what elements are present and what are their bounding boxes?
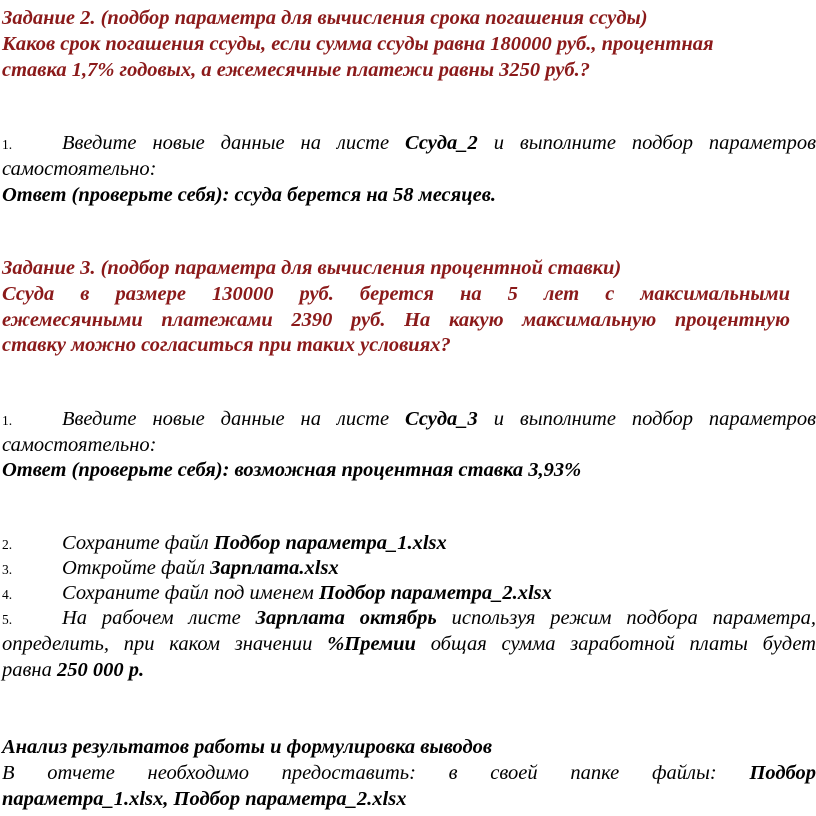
step-3 <box>2 554 816 582</box>
task3-step1-post: и выполните подбор параметров <box>493 408 816 430</box>
step-5-field-name: %Премии <box>327 633 416 655</box>
step-5-l2-post: общая сумма заработной платы будет <box>430 633 816 655</box>
task3-step1-line1 <box>2 405 816 433</box>
step-3-filename: Зарплата.xlsx <box>210 557 339 579</box>
step-4-number: 4. <box>2 587 13 602</box>
step-5-number: 5. <box>2 612 13 627</box>
task2-step1-pre: Введите новые данные на листе <box>62 132 390 154</box>
task2-question-line1: Каков срок погашения ссуды, если сумма ссуды равна 180000 руб., процентная <box>2 33 714 55</box>
task3-question-line2: ежемесячными платежами 2390 руб. На какую максимальную процентную <box>2 309 790 331</box>
analysis-line1-text: В отчете необходимо предоставить: в своей папке файлы: <box>2 762 717 784</box>
analysis-line1 <box>2 759 816 787</box>
task2-answer: Ответ (проверьте себя): ссуда берется на 58 месяцев. <box>2 184 497 206</box>
analysis-heading: Анализ результатов работы и формулировка выводов <box>2 736 493 758</box>
step-4-filename: Подбор параметра_2.xlsx <box>318 582 552 604</box>
task3-step1-pre: Введите новые данные на листе <box>62 408 390 430</box>
analysis-line2: параметра_1.xlsx, Подбор параметра_2.xlsx <box>2 788 407 810</box>
step-3-text: Откройте файл <box>62 557 205 579</box>
analysis-line1-bold: Подбор <box>749 762 816 784</box>
task3-heading: Задание 3. (подбор параметра для вычисления процентной ставки) <box>2 257 622 279</box>
step-3-number: 3. <box>2 562 13 577</box>
step-5-l2-pre: определить, при каком значении <box>2 633 313 655</box>
step-5-amount: 250 000 р. <box>56 659 145 681</box>
task2-heading: Задание 2. (подбор параметра для вычисления срока погашения ссуды) <box>2 7 648 29</box>
step-2-text: Сохраните файл <box>62 532 209 554</box>
task2-step1-number: 1. <box>2 137 13 152</box>
task3-sheet-name: Ссуда_3 <box>405 408 478 430</box>
step-2 <box>2 529 816 557</box>
step-4-text: Сохраните файл под именем <box>62 582 314 604</box>
step-5-line2 <box>2 630 816 658</box>
task3-step1-number: 1. <box>2 413 13 428</box>
task3-question-line1: Ссуда в размере 130000 руб. берется на 5 лет с максимальными <box>2 283 790 305</box>
step-4 <box>2 579 816 607</box>
task3-step1-line2: самостоятельно: <box>2 434 157 456</box>
task2-step1-post: и выполните подбор параметров <box>493 132 816 154</box>
task2-step1-line2: самостоятельно: <box>2 158 157 180</box>
step-5-line1 <box>2 604 816 632</box>
task2-sheet-name: Ссуда_2 <box>405 132 478 154</box>
task2-question-line2: ставка 1,7% годовых, а ежемесячные платежи равны 3250 руб.? <box>2 59 590 81</box>
step-5-pre: На рабочем листе <box>62 607 241 629</box>
step-5-line3 <box>2 656 816 684</box>
step-2-filename: Подбор параметра_1.xlsx <box>213 532 447 554</box>
step-5-sheet-name: Зарплата октябрь <box>255 607 437 629</box>
task2-step1-line1 <box>2 129 816 157</box>
step-5-l3-pre: равна <box>2 659 52 681</box>
step-5-post: используя режим подбора параметра, <box>451 607 816 629</box>
task3-question-line3: ставку можно согласиться при таких условиях? <box>2 334 451 356</box>
step-2-number: 2. <box>2 537 13 552</box>
task3-answer: Ответ (проверьте себя): возможная процентная ставка 3,93% <box>2 459 582 481</box>
